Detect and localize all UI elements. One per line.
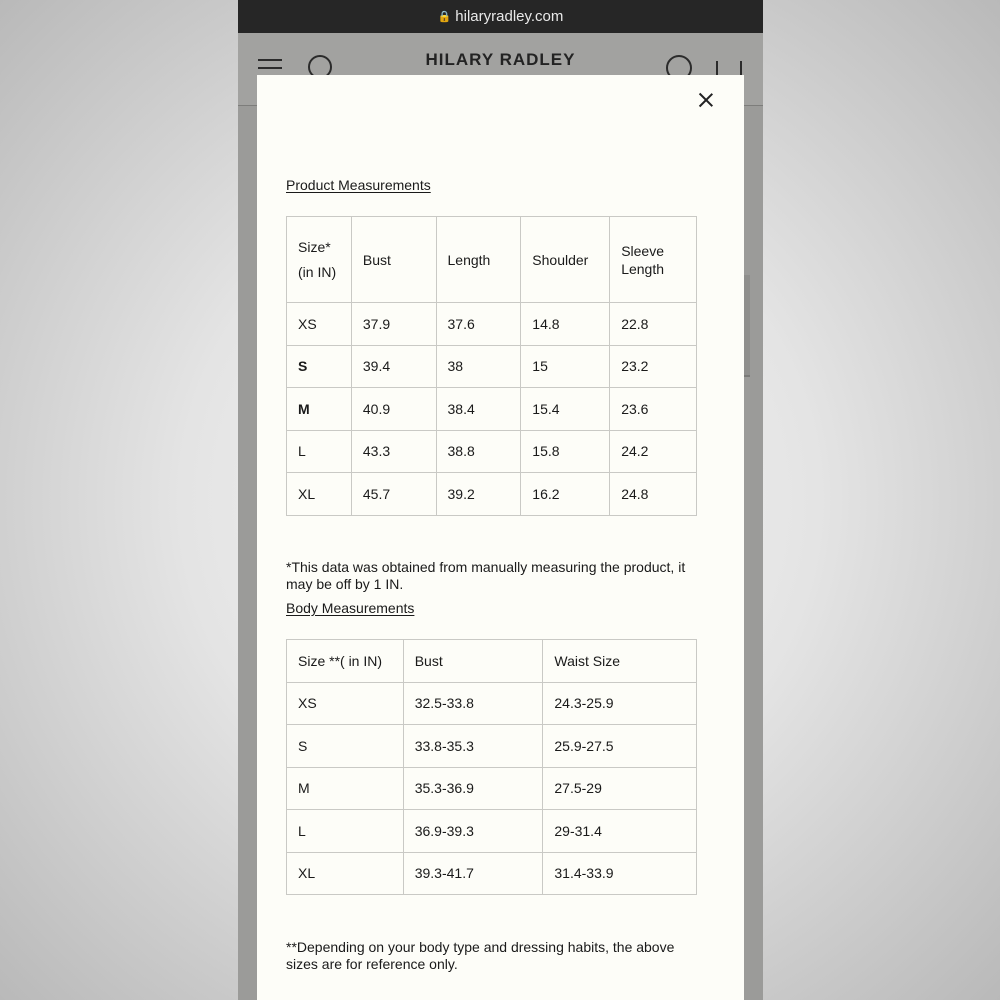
table-cell: 29-31.4 — [543, 810, 697, 853]
table-cell: 43.3 — [351, 430, 436, 473]
url-text: hilaryradley.com — [455, 8, 564, 25]
size-cell: XS — [287, 682, 404, 725]
header-cell: Waist Size — [543, 640, 697, 683]
table-row — [287, 473, 697, 516]
size-cell: XS — [287, 303, 352, 346]
table-cell: 15 — [521, 345, 610, 388]
product-measurements-title[interactable]: Product Measurements — [286, 177, 431, 193]
header-cell: Shoulder — [521, 217, 610, 303]
size-cell: XL — [287, 852, 404, 895]
table-cell: 25.9-27.5 — [543, 725, 697, 768]
table-cell: 31.4-33.9 — [543, 852, 697, 895]
browser-url-bar[interactable] — [238, 0, 763, 33]
table-cell: 15.4 — [521, 388, 610, 431]
size-cell: S — [287, 345, 352, 388]
close-icon[interactable] — [695, 89, 717, 111]
header-cell: Size **( in IN) — [287, 640, 404, 683]
table-cell: 27.5-29 — [543, 767, 697, 810]
table-row — [287, 345, 697, 388]
table-cell: 45.7 — [351, 473, 436, 516]
table-cell: 23.2 — [610, 345, 697, 388]
table-cell: 24.2 — [610, 430, 697, 473]
table-row — [287, 388, 697, 431]
table-header-row — [287, 217, 697, 303]
size-cell: S — [287, 725, 404, 768]
header-cell: Size* (in IN) — [287, 217, 352, 303]
table-cell: 39.3-41.7 — [403, 852, 543, 895]
table-cell: 38.8 — [436, 430, 521, 473]
body-measurements-table — [286, 639, 697, 895]
table-cell: 24.3-25.9 — [543, 682, 697, 725]
table-cell: 33.8-35.3 — [403, 725, 543, 768]
table-row — [287, 430, 697, 473]
size-cell: L — [287, 810, 404, 853]
product-measurements-table — [286, 216, 697, 516]
table-cell: 37.9 — [351, 303, 436, 346]
body-measurements-note: **Depending on your body type and dressing habits, the above sizes are for reference only. — [286, 939, 675, 972]
table-row — [287, 767, 697, 810]
table-cell: 38 — [436, 345, 521, 388]
table-cell: 15.8 — [521, 430, 610, 473]
table-row — [287, 852, 697, 895]
table-cell: 23.6 — [610, 388, 697, 431]
table-row — [287, 303, 697, 346]
table-header-row — [287, 640, 697, 683]
body-measurements-title[interactable]: Body Measurements — [286, 600, 415, 616]
header-cell: Bust — [351, 217, 436, 303]
table-cell: 40.9 — [351, 388, 436, 431]
header-cell: Length — [436, 217, 521, 303]
site-logo[interactable]: HILARY RADLEY — [425, 50, 576, 69]
size-cell: M — [287, 388, 352, 431]
table-cell: 38.4 — [436, 388, 521, 431]
table-cell: 22.8 — [610, 303, 697, 346]
table-row — [287, 810, 697, 853]
size-guide-modal — [257, 75, 744, 1000]
table-cell: 24.8 — [610, 473, 697, 516]
table-row — [287, 725, 697, 768]
lock-icon: 🔒 — [437, 11, 452, 23]
table-cell: 39.2 — [436, 473, 521, 516]
table-cell: 14.8 — [521, 303, 610, 346]
size-cell: M — [287, 767, 404, 810]
header-cell: Bust — [403, 640, 543, 683]
table-cell: 37.6 — [436, 303, 521, 346]
table-cell: 35.3-36.9 — [403, 767, 543, 810]
table-cell: 16.2 — [521, 473, 610, 516]
table-cell: 32.5-33.8 — [403, 682, 543, 725]
table-row — [287, 682, 697, 725]
table-cell: 39.4 — [351, 345, 436, 388]
size-cell: XL — [287, 473, 352, 516]
product-measurements-note: *This data was obtained from manually measuring the product, it may be off by 1 IN. — [286, 559, 686, 592]
table-cell: 36.9-39.3 — [403, 810, 543, 853]
header-cell: Sleeve Length — [610, 217, 697, 303]
size-cell: L — [287, 430, 352, 473]
